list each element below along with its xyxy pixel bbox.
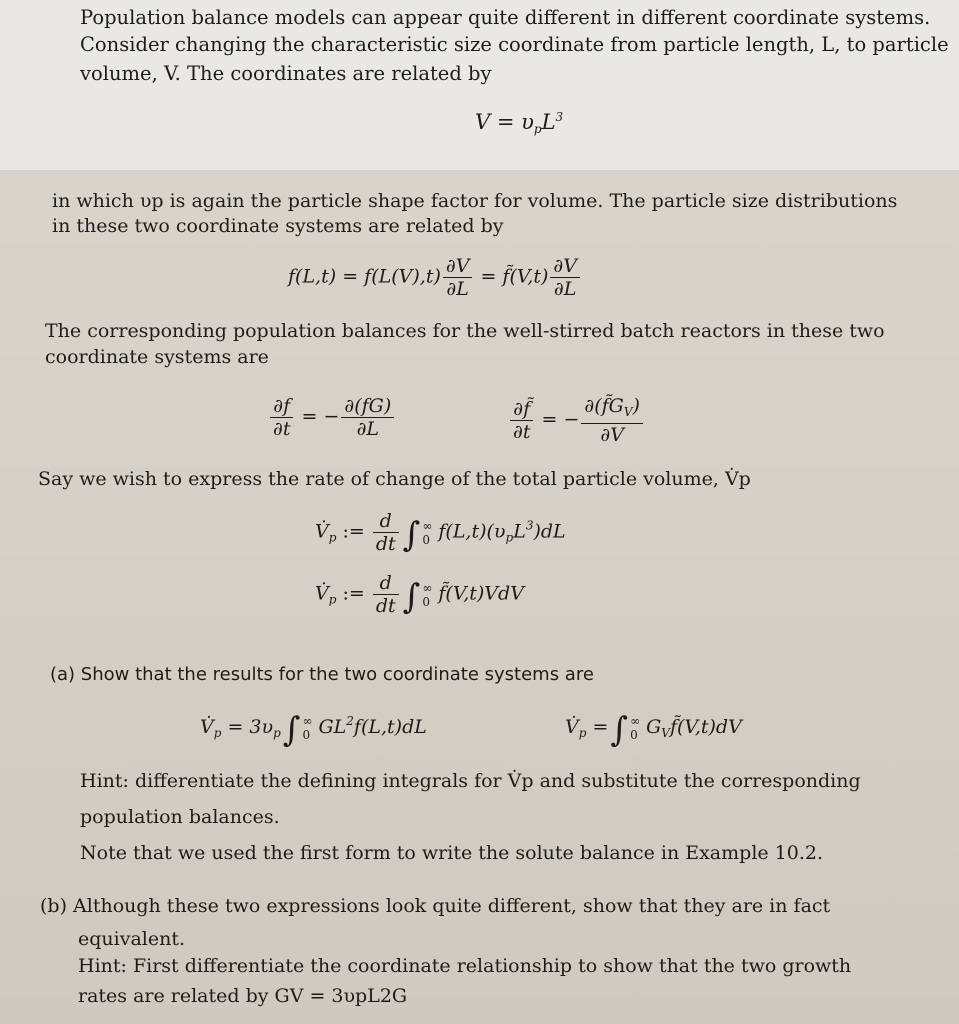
coordinate-relation-equation: $V = \upsilon_pL^3$ — [475, 110, 564, 136]
hint-b-line-2: rates are related by GV = 3υpL2G — [78, 985, 408, 1007]
population-balance-length-equation: $\frac{\partial f}{\partial t}$ = − $\frac{\partial(fG)}{\partial L}$ — [268, 395, 396, 440]
intro-line-3: volume, V. The coordinates are related by — [80, 62, 492, 85]
result-length-equation: $V̇_p = 3\upsilon_p\int$ ∞ 0 $GL^2f(L,t)dL$ — [200, 710, 427, 750]
intro-line-2: Consider changing the characteristic size coordinate from particle length, L, to particle — [80, 33, 949, 56]
paragraph-2-line-1: The corresponding population balances for the well-stirred batch reactors in these two — [45, 320, 885, 342]
hint-a-line-1: Hint: differentiate the defining integrals for V̇p and substitute the corresponding — [80, 770, 861, 792]
part-b-line-2: equivalent. — [78, 928, 186, 950]
paragraph-1-line-1: in which υp is again the particle shape factor for volume. The particle size distributions — [52, 190, 898, 212]
result-volume-equation: $V̇_p$ =∫ ∞ 0 $G_Vf̃(V,t)dV$ — [565, 710, 742, 750]
distribution-relation-equation: f(L,t) = f(L(V),t) $\frac{\partial V}{\partial L}$ = f̃(V,t) $\frac{\partial V}{\partial L}$ — [288, 255, 582, 300]
part-a-statement: (a) Show that the results for the two coordinate systems are — [50, 664, 594, 685]
hint-b-line-1: Hint: First differentiate the coordinate relationship to show that the two growth — [78, 955, 852, 977]
total-volume-volume-definition: $V̇_p$ := $\frac{d}{dt}$ ∫ ∞ 0 f̃(V,t)VdV — [315, 572, 524, 617]
paragraph-1-line-2: in these two coordinate systems are related by — [52, 215, 504, 237]
total-volume-length-definition: $V̇_p$ := $\frac{d}{dt}$ ∫ ∞ 0 $f(L,t)(\upsilon_pL^3)dL$ — [315, 510, 566, 555]
part-b-line-1: (b) Although these two expressions look quite different, show that they are in fact — [40, 895, 831, 917]
paragraph-2-line-2: coordinate systems are — [45, 346, 269, 368]
hint-a-line-2: population balances. — [80, 806, 280, 828]
paragraph-3: Say we wish to express the rate of change of the total particle volume, V̇p — [38, 468, 751, 490]
intro-line-1: Population balance models can appear quite different in different coordinate systems. — [80, 6, 931, 29]
note-line: Note that we used the first form to write the solute balance in Example 10.2. — [80, 842, 824, 864]
population-balance-volume-equation: $\frac{\partial f̃}{\partial t}$ = − $\frac{\partial(f̃G_V)}{\partial V}$ — [508, 395, 645, 446]
